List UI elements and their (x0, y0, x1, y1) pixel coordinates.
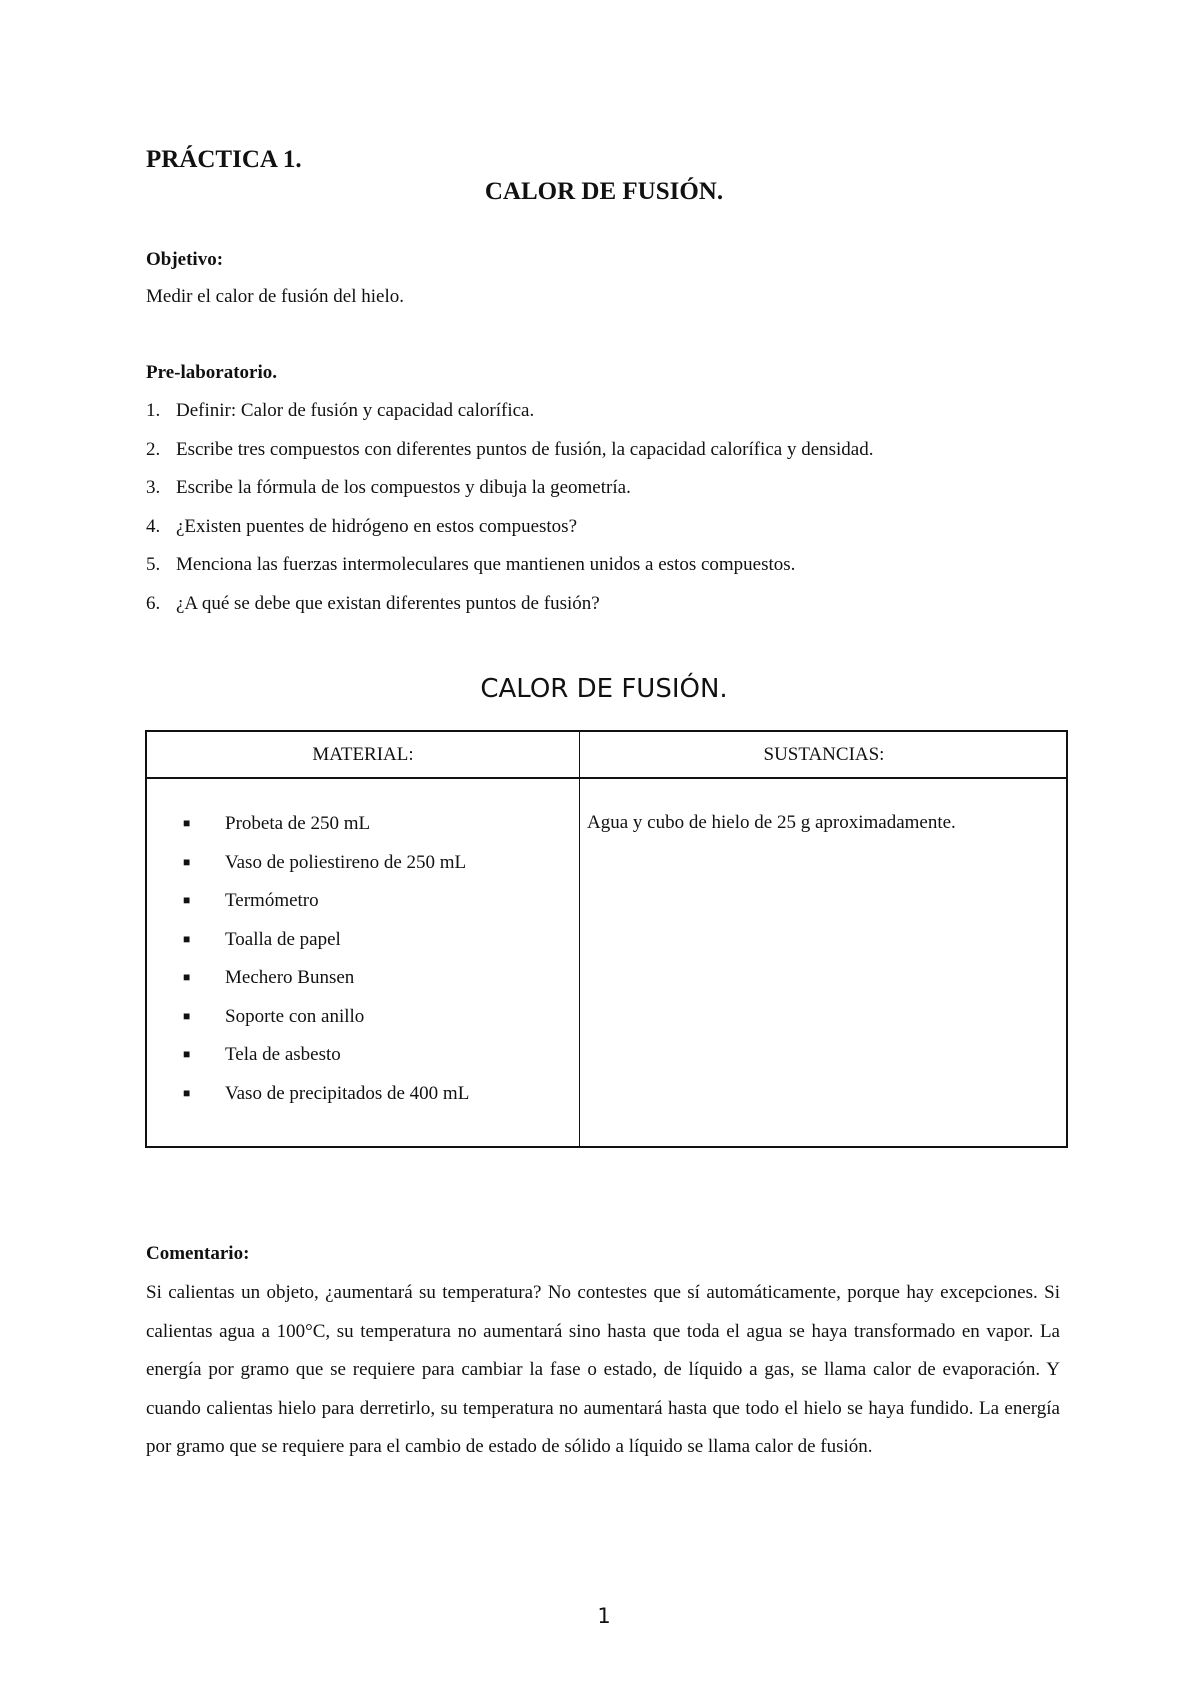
materials-list (183, 812, 469, 1120)
materials-table (145, 730, 1068, 1148)
page-number: 1 (597, 1604, 611, 1628)
prelab-item-number: 5. (146, 554, 161, 575)
prelab-item (146, 439, 873, 478)
prelab-item-text: ¿A qué se debe que existan diferentes puntos de fusión? (176, 592, 600, 614)
prelab-item-number: 4. (146, 515, 161, 537)
prelab-item-number: 1. (146, 400, 161, 421)
square-bullet-icon: ■ (183, 1085, 191, 1100)
material-item-text: Toalla de papel (225, 928, 341, 950)
material-item (183, 851, 469, 890)
section-title: CALOR DE FUSIÓN. (480, 674, 728, 704)
table-header-divider (147, 777, 1066, 779)
material-item (183, 1005, 469, 1044)
prelab-item-number: 6. (146, 592, 161, 614)
prelab-item (146, 516, 873, 555)
prelab-list (146, 400, 873, 631)
substances-header: SUSTANCIAS: (763, 744, 885, 765)
material-item-text: Probeta de 250 mL (225, 813, 371, 834)
material-item (183, 966, 469, 1005)
material-header: MATERIAL: (312, 744, 414, 765)
material-item-text: Vaso de poliestireno de 250 mL (225, 851, 467, 873)
prelab-item-text: Menciona las fuerzas intermoleculares que mantienen unidos a estos compuestos. (176, 554, 796, 575)
material-item (183, 1082, 469, 1121)
material-item (183, 889, 469, 928)
prelab-item (146, 554, 873, 593)
material-item-text: Vaso de precipitados de 400 mL (225, 1082, 470, 1104)
material-item (183, 928, 469, 967)
material-item (183, 812, 469, 851)
material-item (183, 1043, 469, 1082)
prelab-item-number: 3. (146, 477, 161, 498)
prelab-item-text: Escribe la fórmula de los compuestos y dibuja la geometría. (176, 477, 631, 498)
document-title: CALOR DE FUSIÓN. (484, 178, 724, 205)
square-bullet-icon: ■ (183, 1047, 191, 1061)
prelab-item-number: 2. (146, 438, 161, 460)
prelab-item-text: Definir: Calor de fusión y capacidad calorífica. (176, 400, 535, 421)
square-bullet-icon: ■ (183, 854, 191, 869)
prelab-item (146, 593, 873, 632)
prelab-item-text: ¿Existen puentes de hidrógeno en estos compuestos? (176, 515, 578, 537)
square-bullet-icon: ■ (183, 816, 191, 830)
prelab-label: Pre-laboratorio. (146, 362, 278, 383)
prelab-item-text: Escribe tres compuestos con diferentes puntos de fusión, la capacidad calorífica y densidad. (176, 438, 874, 460)
substances-text: Agua y cubo de hielo de 25 g aproximadamente. (587, 812, 956, 833)
table-column-divider (579, 732, 580, 1146)
comment-label: Comentario: (146, 1243, 250, 1264)
material-item-text: Tela de asbesto (225, 1044, 341, 1065)
square-bullet-icon: ■ (183, 931, 191, 946)
material-item-text: Termómetro (225, 890, 319, 911)
objective-text: Medir el calor de fusión del hielo. (146, 286, 405, 307)
square-bullet-icon: ■ (183, 1008, 191, 1023)
prelab-item (146, 477, 873, 516)
material-item-text: Soporte con anillo (225, 1005, 365, 1027)
objective-label: Objetivo: (146, 249, 224, 270)
square-bullet-icon: ■ (183, 893, 191, 907)
practice-number: PRÁCTICA 1. (146, 146, 302, 173)
prelab-item (146, 400, 873, 439)
square-bullet-icon: ■ (183, 970, 191, 984)
material-item-text: Mechero Bunsen (225, 967, 355, 988)
comment-text: Si calientas un objeto, ¿aumentará su temperatura? No contestes que sí automáticamente, porque hay excepciones. Si calientas agua a 100°C, su temperatura no aumentará sino hasta que toda el agua se haya transformado en vapor. La energía por gramo que se requiere para cambiar la fase o estado, de líquido a gas, se llama calor de evaporación. Y cuando calientas hielo para derretirlo, su temperatura no aumentará hasta que todo el hielo se haya fundido. La energía por gramo que se requiere para el cambio de estado de sólido a líquido se llama calor de fusión. (146, 1282, 1060, 1458)
